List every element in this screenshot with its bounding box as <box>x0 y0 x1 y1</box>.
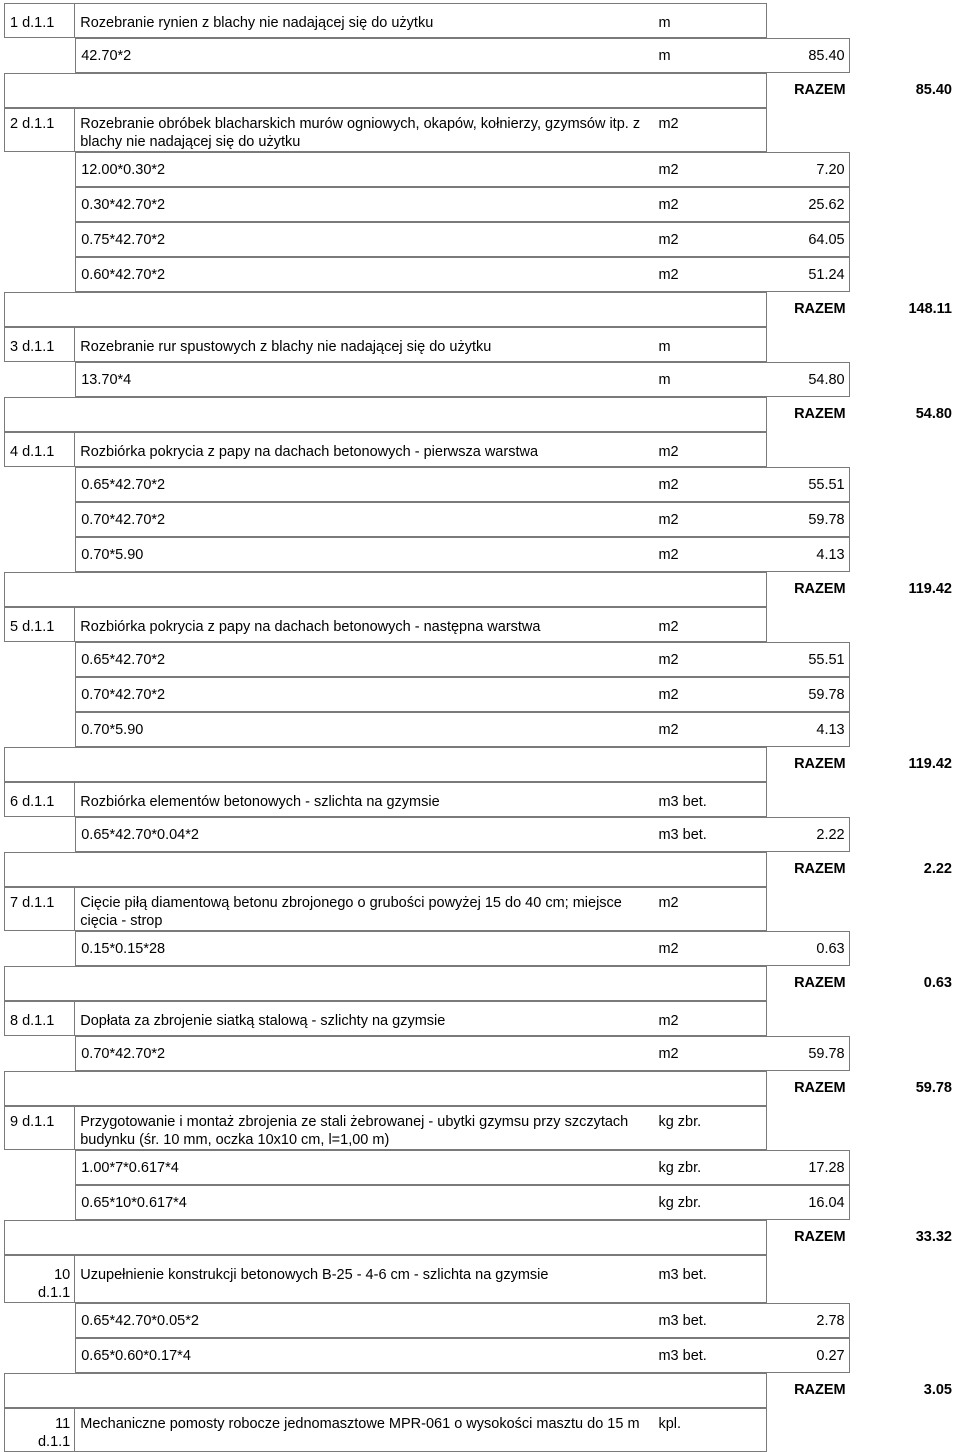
calc-value: 0.27 <box>767 1338 850 1373</box>
item-number: 2 d.1.1 <box>4 108 75 152</box>
calc-formula: 0.70*42.70*2 <box>75 502 653 537</box>
calc-value: 25.62 <box>767 187 850 222</box>
razem-label: RAZEM <box>794 756 846 772</box>
razem-total: 33.32 <box>915 1229 952 1245</box>
razem-label: RAZEM <box>794 861 846 877</box>
calc-unit: kg zbr. <box>653 1185 767 1220</box>
calc-formula: 0.65*10*0.617*4 <box>75 1185 653 1220</box>
calc-formula: 0.65*42.70*2 <box>75 467 653 502</box>
razem-row <box>4 397 956 432</box>
item-unit: m2 <box>653 887 767 931</box>
item-unit: m2 <box>653 607 767 642</box>
razem-row <box>4 966 956 1001</box>
calc-value: 59.78 <box>767 677 850 712</box>
calc-unit: m2 <box>653 152 767 187</box>
razem-total: 3.05 <box>923 1382 952 1398</box>
item-description: Dopłata za zbrojenie siatką stalową - szlichty na gzymsie <box>75 1001 653 1036</box>
item-header-row <box>4 1408 956 1452</box>
calc-row <box>4 537 956 572</box>
calc-row <box>4 817 956 852</box>
item-description: Mechaniczne pomosty robocze jednomasztowe MPR-061 o wysokości masztu do 15 m <box>75 1408 653 1452</box>
calc-formula: 0.30*42.70*2 <box>75 187 653 222</box>
calc-value: 85.40 <box>767 38 850 73</box>
calc-row <box>4 642 956 677</box>
calc-value: 4.13 <box>767 537 850 572</box>
item-number: 3 d.1.1 <box>4 327 75 362</box>
calc-unit: m2 <box>653 1036 767 1071</box>
calc-value: 2.22 <box>767 817 850 852</box>
calc-value: 64.05 <box>767 222 850 257</box>
item-number: 7 d.1.1 <box>4 887 75 931</box>
calc-value: 55.51 <box>767 467 850 502</box>
razem-label: RAZEM <box>794 1229 846 1245</box>
calc-row <box>4 257 956 292</box>
calc-formula: 12.00*0.30*2 <box>75 152 653 187</box>
calc-value: 0.63 <box>767 931 850 966</box>
razem-total: 54.80 <box>915 406 952 422</box>
razem-total: 119.42 <box>908 756 952 772</box>
calc-unit: m3 bet. <box>653 1338 767 1373</box>
razem-row <box>4 1220 956 1255</box>
item-description: Rozbiórka pokrycia z papy na dachach betonowych - następna warstwa <box>75 607 653 642</box>
calc-row <box>4 677 956 712</box>
item-number: 6 d.1.1 <box>4 782 75 817</box>
item-unit: m2 <box>653 108 767 152</box>
item-number-main: 11 <box>55 1416 71 1432</box>
item-unit: m <box>653 3 767 38</box>
cost-estimate-table <box>4 3 956 1452</box>
item-description: Rozebranie rynien z blachy nie nadającej się do użytku <box>75 3 653 38</box>
calc-row <box>4 1036 956 1071</box>
razem-row <box>4 1373 956 1408</box>
calc-unit: m2 <box>653 712 767 747</box>
item-header-row <box>4 1255 956 1303</box>
calc-unit: m2 <box>653 187 767 222</box>
item-description: Cięcie piłą diamentową betonu zbrojonego o grubości powyżej 15 do 40 cm; miejsce cięcia - strop <box>75 887 653 931</box>
calc-formula: 0.70*5.90 <box>75 537 653 572</box>
calc-unit: m2 <box>653 257 767 292</box>
calc-row <box>4 222 956 257</box>
calc-formula: 0.70*42.70*2 <box>75 1036 653 1071</box>
razem-row <box>4 747 956 782</box>
calc-unit: m3 bet. <box>653 817 767 852</box>
calc-value: 16.04 <box>767 1185 850 1220</box>
item-unit: m <box>653 327 767 362</box>
item-header-row <box>4 327 956 362</box>
item-unit: m3 bet. <box>653 782 767 817</box>
razem-label: RAZEM <box>794 1382 846 1398</box>
razem-total: 2.22 <box>923 861 952 877</box>
item-number: 1 d.1.1 <box>4 3 75 38</box>
item-description: Uzupełnienie konstrukcji betonowych B-25 - 4-6 cm - szlichta na gzymsie <box>75 1255 653 1303</box>
calc-formula: 0.15*0.15*28 <box>75 931 653 966</box>
calc-row <box>4 1338 956 1373</box>
calc-row <box>4 38 956 73</box>
cost-estimate-body <box>4 3 956 1452</box>
item-number-code: d.1.1 <box>37 1285 71 1301</box>
razem-total: 119.42 <box>908 581 952 597</box>
item-header-row <box>4 887 956 931</box>
calc-row <box>4 1150 956 1185</box>
item-description: Przygotowanie i montaż zbrojenia ze stali żebrowanej - ubytki gzymsu przy szczytach budynku (śr. 10 mm, oczka 10x10 cm, l=1,00 m) <box>75 1106 653 1150</box>
calc-formula: 0.70*42.70*2 <box>75 677 653 712</box>
calc-unit: m <box>653 362 767 397</box>
razem-total: 148.11 <box>908 301 952 317</box>
razem-label: RAZEM <box>794 975 846 991</box>
calc-formula: 0.65*42.70*2 <box>75 642 653 677</box>
item-header-row <box>4 1001 956 1036</box>
item-unit: kpl. <box>653 1408 767 1452</box>
calc-row <box>4 1185 956 1220</box>
calc-row <box>4 1303 956 1338</box>
calc-formula: 0.65*42.70*0.05*2 <box>75 1303 653 1338</box>
item-number <box>4 1408 75 1452</box>
calc-formula: 0.75*42.70*2 <box>75 222 653 257</box>
item-number-code: d.1.1 <box>37 1434 71 1450</box>
calc-unit: m3 bet. <box>653 1303 767 1338</box>
calc-unit: m2 <box>653 931 767 966</box>
calc-row <box>4 931 956 966</box>
razem-label: RAZEM <box>794 82 846 98</box>
item-header-row <box>4 782 956 817</box>
calc-unit: m2 <box>653 642 767 677</box>
calc-formula: 0.65*0.60*0.17*4 <box>75 1338 653 1373</box>
razem-total: 59.78 <box>915 1080 952 1096</box>
razem-row <box>4 572 956 607</box>
razem-row <box>4 1071 956 1106</box>
item-number: 5 d.1.1 <box>4 607 75 642</box>
calc-unit: kg zbr. <box>653 1150 767 1185</box>
calc-formula: 0.70*5.90 <box>75 712 653 747</box>
item-header-row <box>4 607 956 642</box>
item-unit: m2 <box>653 432 767 467</box>
calc-value: 59.78 <box>767 1036 850 1071</box>
calc-row <box>4 467 956 502</box>
razem-row <box>4 73 956 108</box>
razem-label: RAZEM <box>794 581 846 597</box>
item-number: 9 d.1.1 <box>4 1106 75 1150</box>
calc-unit: m2 <box>653 677 767 712</box>
razem-label: RAZEM <box>794 406 846 422</box>
razem-total: 0.63 <box>923 975 952 991</box>
calc-value: 59.78 <box>767 502 850 537</box>
calc-formula: 0.60*42.70*2 <box>75 257 653 292</box>
calc-row <box>4 362 956 397</box>
calc-formula: 0.65*42.70*0.04*2 <box>75 817 653 852</box>
item-description: Rozbiórka elementów betonowych - szlichta na gzymsie <box>75 782 653 817</box>
item-number: 4 d.1.1 <box>4 432 75 467</box>
calc-value: 54.80 <box>767 362 850 397</box>
item-header-row <box>4 108 956 152</box>
calc-value: 55.51 <box>767 642 850 677</box>
razem-row <box>4 852 956 887</box>
calc-value: 2.78 <box>767 1303 850 1338</box>
razem-total: 85.40 <box>915 82 952 98</box>
calc-unit: m2 <box>653 537 767 572</box>
item-number: 8 d.1.1 <box>4 1001 75 1036</box>
calc-value: 4.13 <box>767 712 850 747</box>
item-unit: m3 bet. <box>653 1255 767 1303</box>
calc-unit: m2 <box>653 467 767 502</box>
item-number <box>4 1255 75 1303</box>
calc-row <box>4 502 956 537</box>
item-header-row <box>4 1106 956 1150</box>
item-description: Rozebranie rur spustowych z blachy nie nadającej się do użytku <box>75 327 653 362</box>
calc-value: 17.28 <box>767 1150 850 1185</box>
calc-row <box>4 152 956 187</box>
item-description: Rozebranie obróbek blacharskich murów ogniowych, okapów, kołnierzy, gzymsów itp. z blachy nie nadającej się do użytku <box>75 108 653 152</box>
item-header-row <box>4 3 956 38</box>
calc-formula: 1.00*7*0.617*4 <box>75 1150 653 1185</box>
calc-row <box>4 187 956 222</box>
calc-formula: 42.70*2 <box>75 38 653 73</box>
item-description: Rozbiórka pokrycia z papy na dachach betonowych - pierwsza warstwa <box>75 432 653 467</box>
razem-row <box>4 292 956 327</box>
calc-unit: m2 <box>653 502 767 537</box>
calc-unit: m2 <box>653 222 767 257</box>
razem-label: RAZEM <box>794 301 846 317</box>
calc-formula: 13.70*4 <box>75 362 653 397</box>
item-number-main: 10 <box>54 1267 71 1283</box>
item-header-row <box>4 432 956 467</box>
item-unit: kg zbr. <box>653 1106 767 1150</box>
calc-unit: m <box>653 38 767 73</box>
calc-value: 51.24 <box>767 257 850 292</box>
item-unit: m2 <box>653 1001 767 1036</box>
calc-row <box>4 712 956 747</box>
calc-value: 7.20 <box>767 152 850 187</box>
razem-label: RAZEM <box>794 1080 846 1096</box>
